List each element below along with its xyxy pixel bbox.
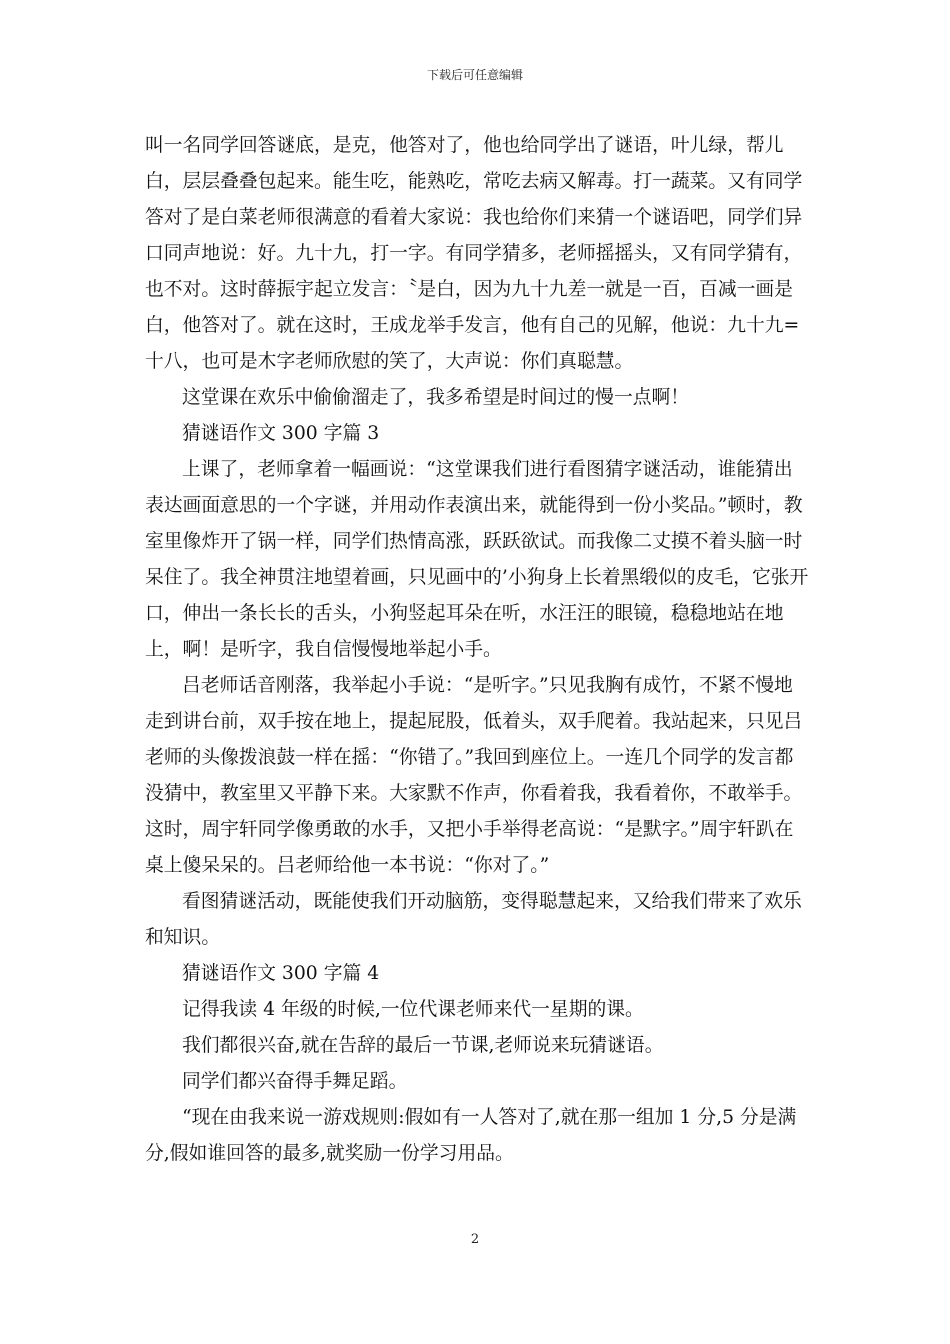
paragraph: 记得我读 4 年级的时候,一位代课老师来代一星期的课。 [182, 999, 644, 1020]
paragraph: 同学们都兴奋得手舞足蹈。 [182, 1071, 408, 1092]
page-header: 下载后可任意编辑 [426, 68, 523, 82]
paragraph: 叫一名同学回答谜底，是克，他答对了，他也给同学出了谜语，叶儿绿，帮儿白，层层叠叠包起来。能生吃，能熟吃，常吃去病又解毒。打一蔬菜。又有同学答对了是白菜老师很满意的看着大家说：我也给你们来猜一个谜语吧，同学们异口同声地说：好。九十九，打一字。有同学猜多，老师摇摇头，又有同学猜有，也不对。这时薛振宇起立发言：〝是白，因为九十九差一就是一百，百减一画是白，他答对了。就在这时，王成龙举手发言，他有自己的见解，他说：九十九= 十八，也可是木字老师欣慰的笑了，大声说：你们真聪慧。 [145, 135, 803, 372]
section-heading: 猜谜语作文 300 字篇 4 [182, 963, 380, 984]
paragraph: 上课了，老师拿着一幅画说：“这堂课我们进行看图猜字谜活动，谁能猜出表达画面意思的一个字谜，并用动作表演出来，就能得到一份小奖品。”顿时，教室里像炸开了锅一样，同学们热情高涨，跃跃欲试。而我像二丈摸不着头脑一时呆住了。我全神贯注地望着画，只见画中的’小狗身上长着黑缎似的皮毛，它张开口，伸出一条长长的舌头，小狗竖起耳朵在听，水汪汪的眼镜，稳稳地站在地上，啊！是听字，我自信慢慢地举起小手。 [145, 459, 809, 660]
paragraph: 吕老师话音刚落，我举起小手说：“是听字。”只见我胸有成竹，不紧不慢地走到讲台前，双手按在地上，提起屁股，低着头，双手爬着。我站起来，只见吕老师的头像拨浪鼓一样在摇：“你错了。”我回到座位上。一连几个同学的发言都没猜中，教室里又平静下来。大家默不作声，你看着我，我看着你，不敢举手。这时，周宇轩同学像勇敢的水手，又把小手举得老高说：“是默字。”周宇轩趴在桌上傻呆呆的。吕老师给他一本书说：“你对了。” [145, 675, 803, 876]
paragraph: 我们都很兴奋,就在告辞的最后一节课,老师说来玩猜谜语。 [182, 1035, 664, 1056]
section-heading: 猜谜语作文 300 字篇 3 [182, 423, 380, 444]
document-body [145, 128, 810, 1172]
paragraph: 这堂课在欢乐中偷偷溜走了，我多希望是时间过的慢一点啊！ [182, 387, 690, 408]
paragraph: “现在由我来说一游戏规则:假如有一人答对了,就在那一组加 1 分,5 分是满分,假如谁回答的最多,就奖励一份学习用品。 [145, 1107, 797, 1164]
page-number: 2 [470, 1232, 480, 1247]
paragraph: 看图猜谜活动，既能使我们开动脑筋，变得聪慧起来，又给我们带来了欢乐和知识。 [145, 891, 802, 948]
